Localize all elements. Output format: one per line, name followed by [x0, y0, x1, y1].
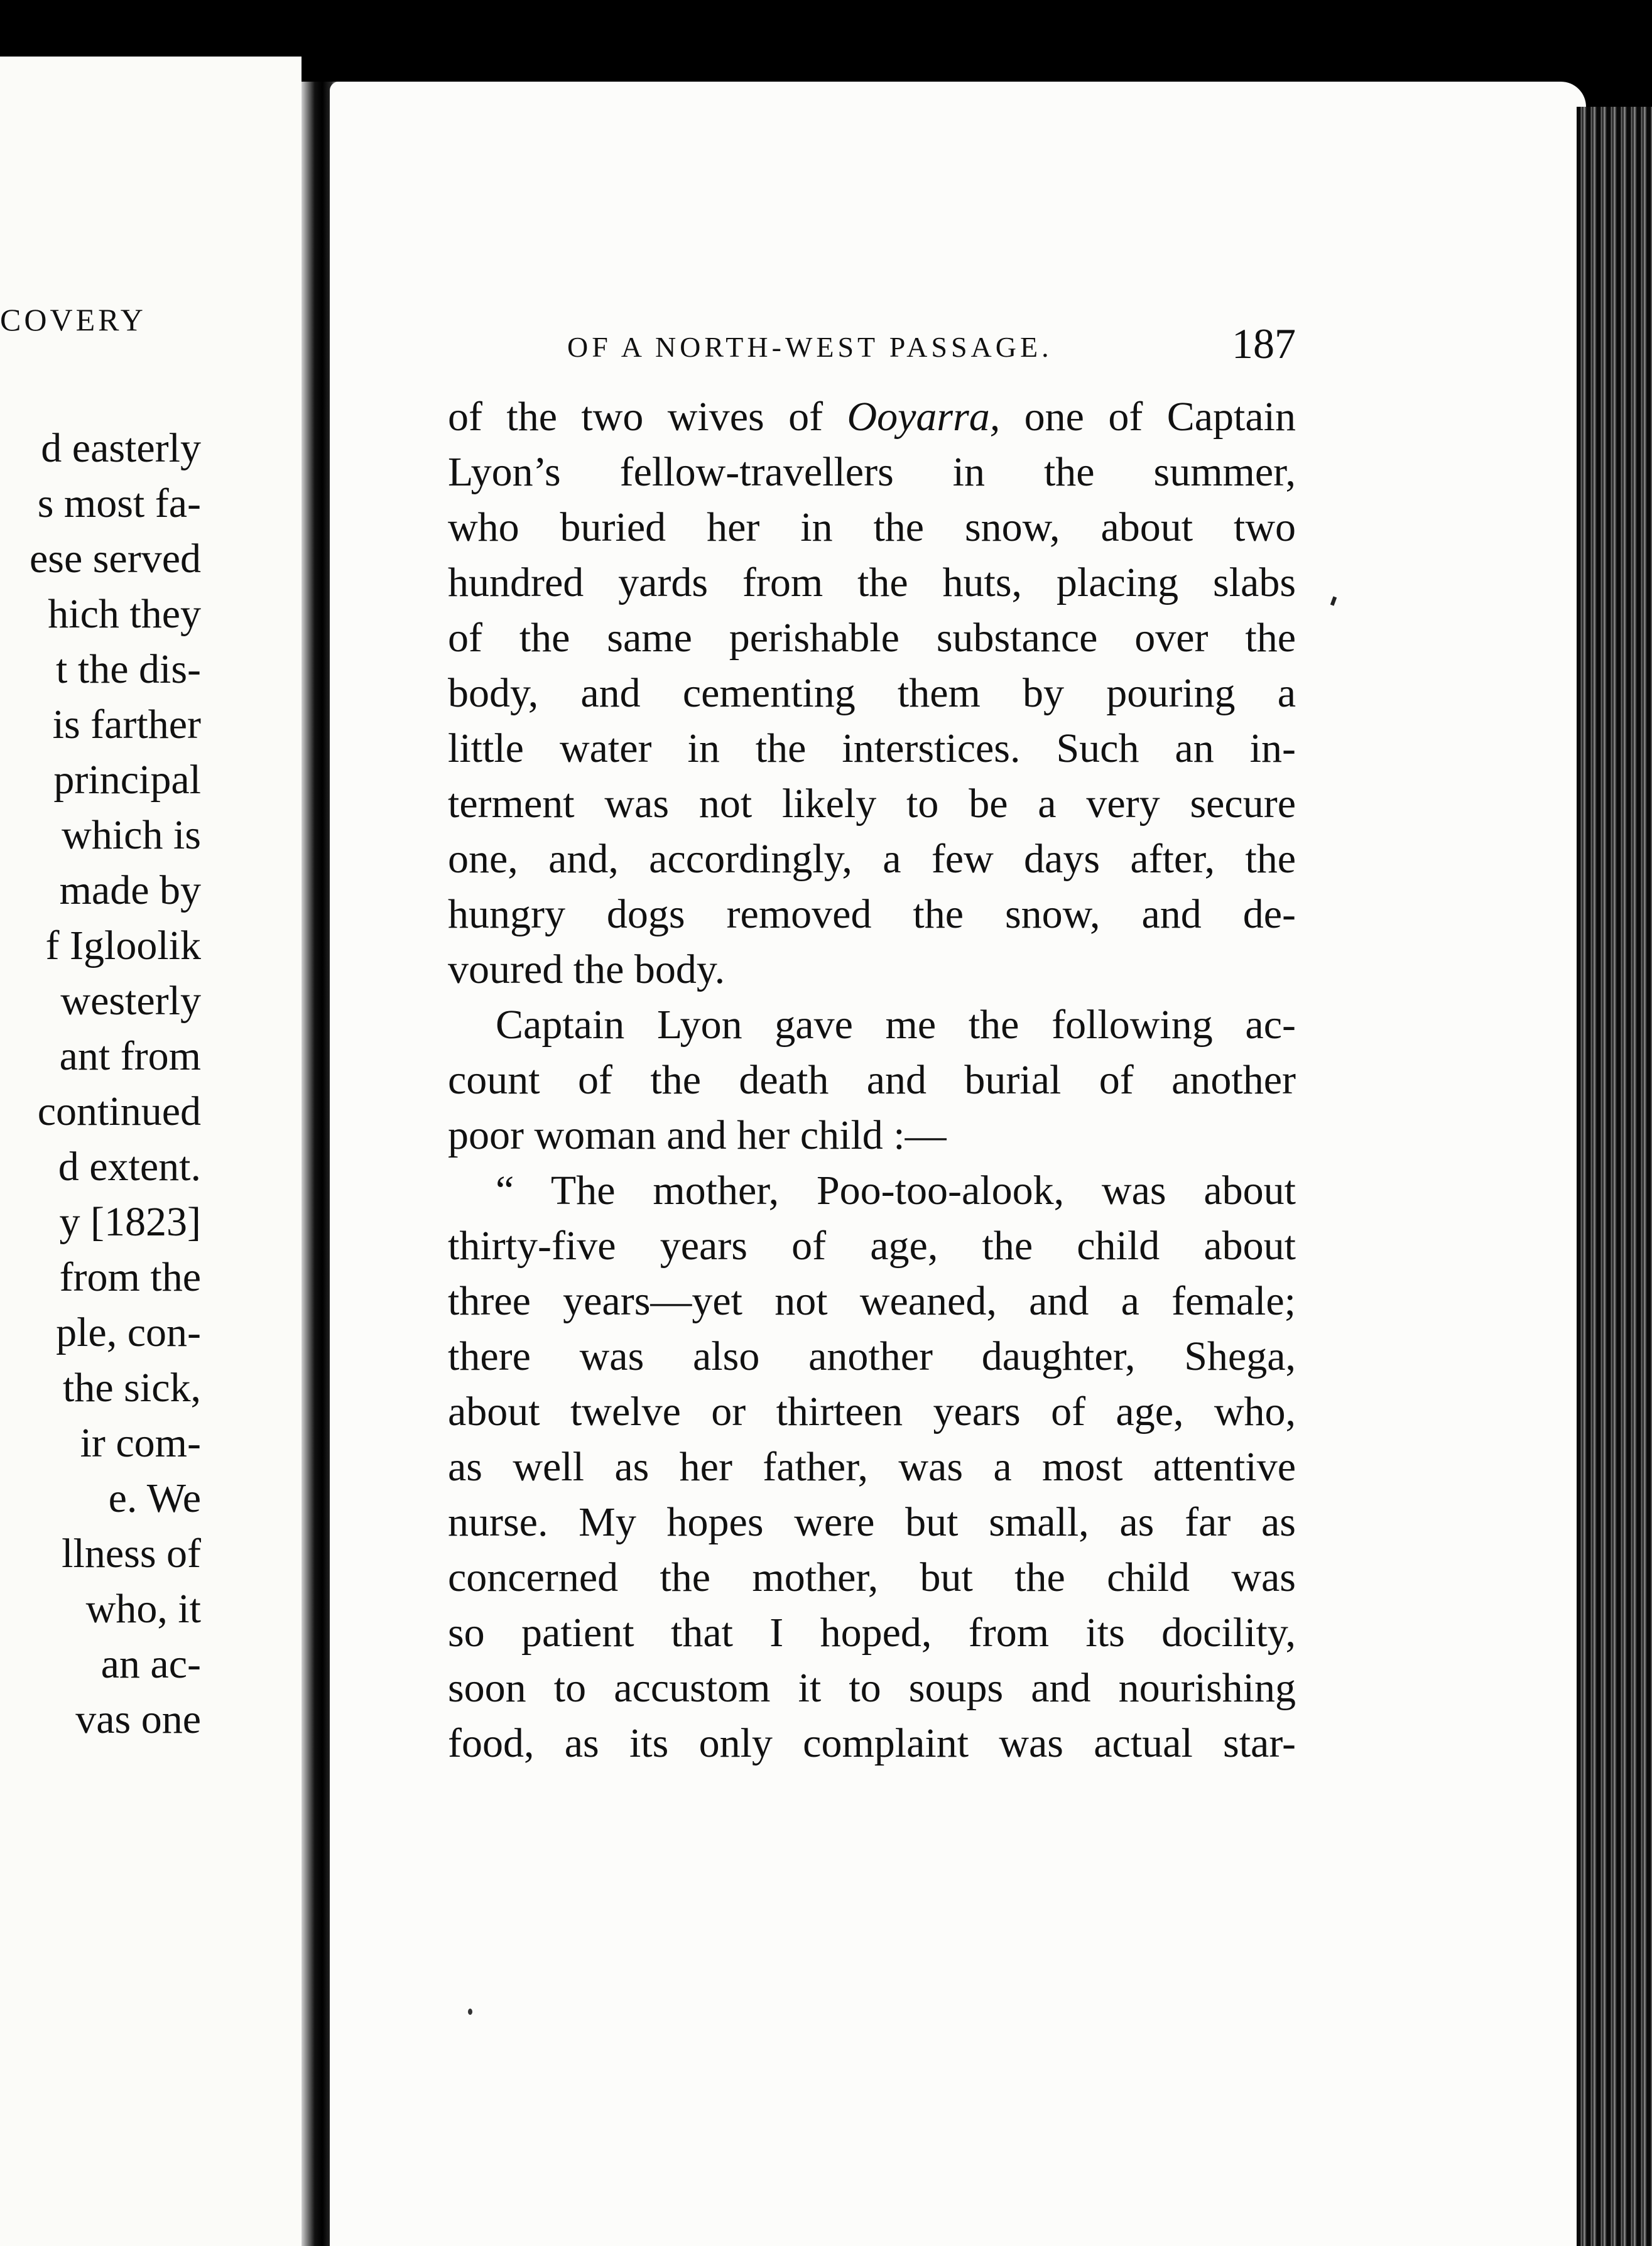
text-line: body, and cementing them by pouring a: [448, 670, 1296, 716]
body-text: [448, 389, 1296, 1771]
text-line: Lyon’s fellow-travellers in the summer,: [448, 449, 1296, 495]
text-line: thirty-five years of age, the child about: [448, 1223, 1296, 1269]
text-line: poor woman and her child :—: [448, 1112, 947, 1158]
left-text-line: hich they: [48, 591, 201, 637]
text-line: soon to accustom it to soups and nourishing: [448, 1665, 1296, 1711]
text-line: who buried her in the snow, about two: [448, 504, 1296, 550]
page-edges: [1577, 107, 1652, 2246]
left-text-line: the sick,: [63, 1365, 201, 1411]
left-text-line: d easterly: [41, 425, 201, 471]
text-line: [448, 389, 1296, 445]
italic-name: Ooyarra,: [847, 394, 1001, 440]
left-text-line: ese served: [29, 536, 201, 582]
text-line: as well as her father, was a most attentive: [448, 1444, 1296, 1490]
left-text-line: principal: [53, 757, 201, 803]
text-line: concerned the mother, but the child was: [448, 1554, 1296, 1600]
text-line: little water in the interstices. Such an in-: [448, 725, 1296, 771]
left-text-line: y [1823]: [59, 1199, 201, 1245]
text-run: one of Captain: [1000, 394, 1296, 440]
left-text-line: an ac-: [101, 1641, 201, 1687]
text-line: terment was not likely to be a very secure: [448, 781, 1296, 827]
left-text-line: continued: [37, 1088, 201, 1134]
left-text-line: e. We: [108, 1475, 201, 1521]
text-run: of the two wives of: [448, 394, 847, 440]
left-text-line: ir com-: [80, 1420, 201, 1466]
quote-start-line: “ The mother, Poo-too-alook, was about: [496, 1168, 1296, 1213]
text-line: hundred yards from the huts, placing slabs: [448, 560, 1296, 605]
left-text-line: made by: [59, 867, 201, 913]
left-text-line: is farther: [52, 702, 201, 747]
running-head-title: OF A NORTH-WEST PASSAGE.: [567, 331, 1053, 363]
left-text-line: who, it: [85, 1586, 201, 1632]
left-text-line: t the dis-: [56, 646, 201, 692]
left-text-line: ple, con-: [56, 1310, 201, 1355]
left-text-line: ant from: [59, 1033, 201, 1079]
left-text-line: d extent.: [58, 1144, 201, 1190]
left-text-line: which is: [62, 812, 201, 858]
text-line: nurse. My hopes were but small, as far as: [448, 1499, 1296, 1545]
page-number: 187: [1232, 320, 1296, 367]
left-text-line: westerly: [60, 978, 201, 1024]
left-page-text: [0, 421, 201, 1747]
text-line: voured the body.: [448, 947, 725, 992]
left-text-line: llness of: [62, 1531, 201, 1576]
left-running-head: COVERY: [0, 302, 146, 337]
text-line: hungry dogs removed the snow, and de-: [448, 891, 1296, 937]
text-line: so patient that I hoped, from its docility,: [448, 1610, 1296, 1656]
text-line: of the same perishable substance over the: [448, 615, 1296, 661]
text-line: about twelve or thirteen years of age, who,: [448, 1389, 1296, 1435]
left-text-line: vas one: [75, 1696, 201, 1742]
text-line: three years—yet not weaned, and a female;: [448, 1278, 1296, 1324]
ink-speck: [468, 2009, 472, 2015]
text-line: there was also another daughter, Shega,: [448, 1333, 1296, 1379]
left-text-line: s most fa-: [37, 480, 201, 526]
left-text-line: f Igloolik: [45, 923, 201, 968]
left-facing-page: [0, 57, 302, 2246]
text-line: one, and, accordingly, a few days after, the: [448, 836, 1296, 882]
text-line: food, as its only complaint was actual star-: [448, 1720, 1296, 1766]
text-line: count of the death and burial of another: [448, 1057, 1296, 1103]
running-head: [567, 319, 1296, 369]
paragraph-start-line: Captain Lyon gave me the following ac-: [496, 1002, 1296, 1048]
left-text-line: from the: [59, 1254, 201, 1300]
